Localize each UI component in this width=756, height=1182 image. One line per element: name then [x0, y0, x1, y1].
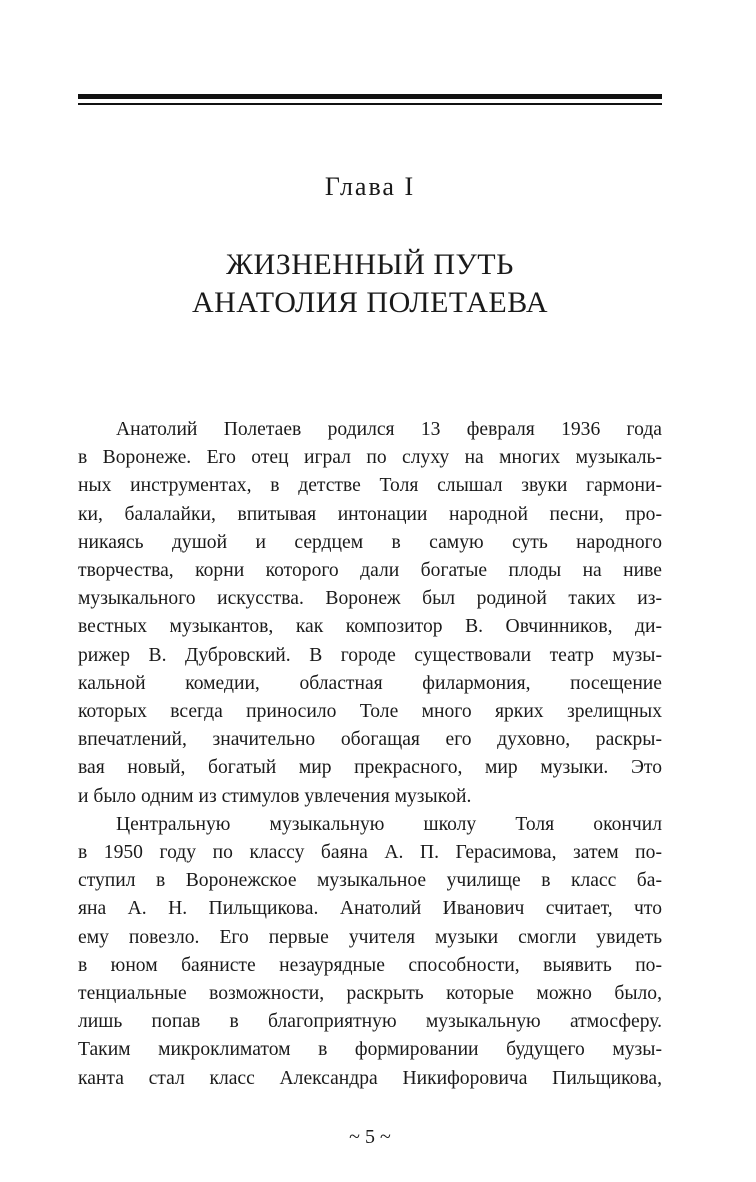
text-line: рижер В. Дубровский. В городе существовали театр музы- — [78, 644, 662, 666]
text-line: вая новый, богатый мир прекрасного, мир музыки. Это — [78, 757, 662, 779]
paragraph-1 — [78, 416, 662, 811]
text-line: и было одним из стимулов увлечения музыкой. — [78, 785, 472, 807]
top-rule-thin — [78, 103, 662, 105]
text-line: ки, балалайки, впитывая интонации народной песни, про- — [78, 503, 662, 525]
chapter-title-line-2: АНАТОЛИЯ ПОЛЕТАЕВА — [191, 286, 549, 319]
text-line: никаясь душой и сердцем в самую суть народного — [78, 531, 662, 553]
text-line: тенциальные возможности, раскрыть которые можно было, — [78, 983, 662, 1005]
text-line: Таким микроклиматом в формировании будущего музы- — [78, 1039, 662, 1061]
text-line: Центральную музыкальную школу Толя окончил — [116, 813, 662, 835]
chapter-label: Глава I — [324, 172, 416, 201]
text-line: ступил в Воронежское музыкальное училище в класс ба- — [78, 870, 662, 892]
text-line: канта стал класс Александра Никифоровича Пильщикова, — [78, 1067, 662, 1089]
text-line: в юном баянисте незаурядные способности, выявить по- — [78, 954, 662, 976]
text-line: творчества, корни которого дали богатые плоды на ниве — [78, 560, 662, 582]
body-text — [78, 416, 662, 1093]
text-line: вестных музыкантов, как композитор В. Овчинников, ди- — [78, 616, 662, 638]
text-line: в Воронеже. Его отец играл по слуху на многих музыкаль- — [78, 447, 662, 469]
text-line: кальной комедии, областная филармония, посещение — [78, 672, 662, 694]
text-line: лишь попав в благоприятную музыкальную атмосферу. — [78, 1011, 662, 1033]
text-line: ему повезло. Его первые учителя музыки смогли увидеть — [78, 926, 662, 948]
chapter-title — [0, 246, 740, 322]
text-line: впечатлений, значительно обогащая его духовно, раскры- — [78, 729, 662, 751]
text-line: Анатолий Полетаев родился 13 февраля 1936 года — [116, 419, 662, 440]
text-line: в 1950 году по классу баяна А. П. Герасимова, затем по- — [78, 842, 662, 864]
text-line: яна А. Н. Пильщикова. Анатолий Иванович считает, что — [78, 898, 662, 920]
text-line: ных инструментах, в детстве Толя слышал звуки гармони- — [78, 475, 662, 497]
text-line: которых всегда приносило Толе много ярких зрелищных — [78, 701, 662, 723]
top-rule-thick — [78, 94, 662, 99]
page-number: ~ 5 ~ — [349, 1126, 391, 1148]
text-line: музыкального искусства. Воронеж был родиной таких из- — [78, 588, 662, 610]
chapter-title-line-1: ЖИЗНЕННЫЙ ПУТЬ — [226, 248, 514, 281]
paragraph-2 — [78, 811, 662, 1093]
